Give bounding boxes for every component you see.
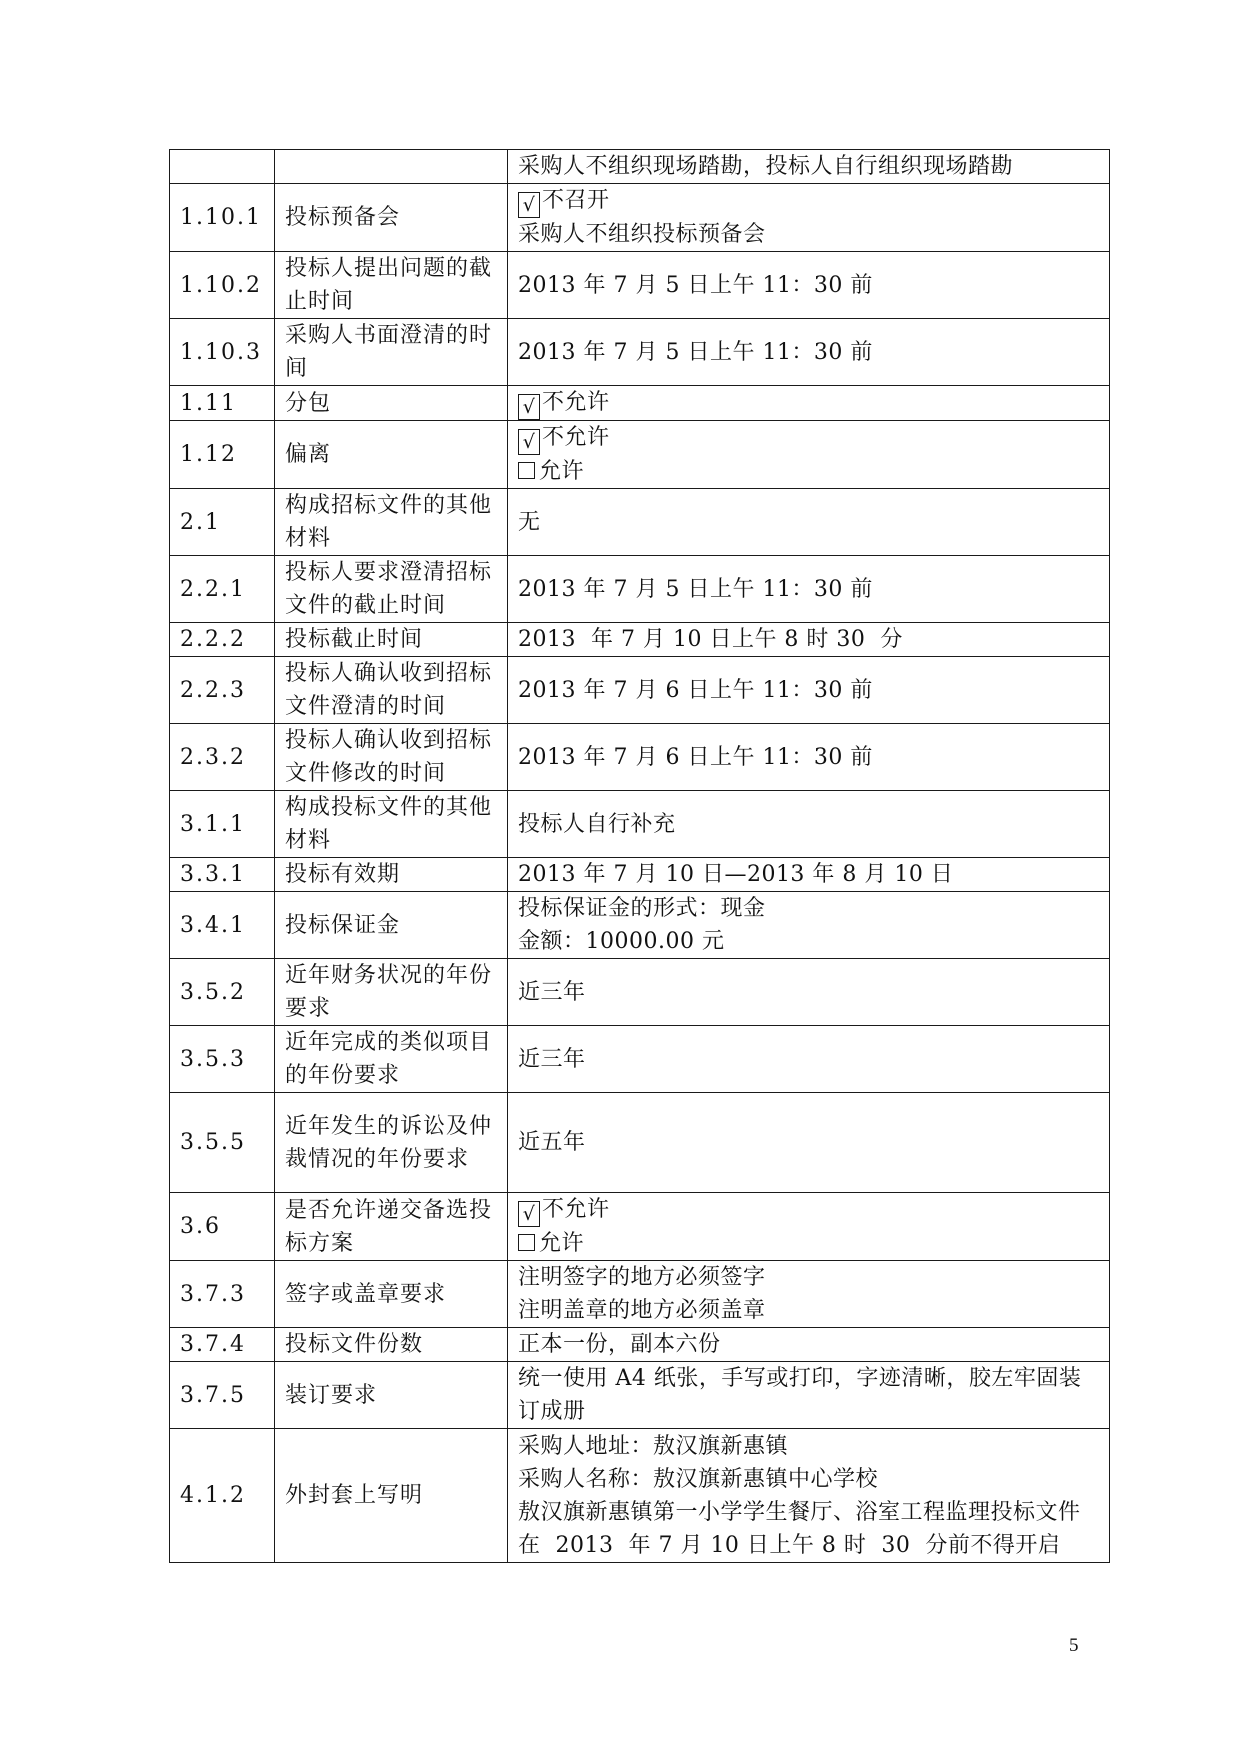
clause-item: 投标人提出问题的截止时间 [275, 252, 508, 319]
checked-option-label: 不召开 [542, 188, 610, 213]
clause-content [508, 1429, 1110, 1563]
clause-item: 近年财务状况的年份要求 [275, 959, 508, 1026]
page-number: 5 [1069, 1635, 1079, 1656]
checkbox-checked-icon: √ [518, 1201, 540, 1227]
table-row [170, 623, 1110, 657]
table-row [170, 1328, 1110, 1362]
table-row [170, 1193, 1110, 1261]
clause-content [508, 1193, 1110, 1261]
clause-content [508, 150, 1110, 184]
clause-item [275, 150, 508, 184]
content-line: 金额：10000.00 元 [518, 929, 725, 954]
content-line: 近三年 [518, 1046, 586, 1072]
clause-item: 构成招标文件的其他材料 [275, 489, 508, 556]
clause-number: 1.11 [170, 386, 275, 421]
clause-item: 投标人确认收到招标文件修改的时间 [275, 724, 508, 791]
table-row [170, 892, 1110, 959]
content-line: 2013 年 7 月 6 日上午 11：30 前 [518, 744, 873, 770]
table-row [170, 150, 1110, 184]
table-row [170, 184, 1110, 252]
clause-content [508, 858, 1110, 892]
clause-number: 3.5.5 [170, 1093, 275, 1193]
checkbox-checked-icon: √ [518, 394, 540, 420]
table-row [170, 858, 1110, 892]
content-line: 2013 年 7 月 5 日上午 11：30 前 [518, 576, 873, 602]
clause-number [170, 150, 275, 184]
content-line: 2013 年 7 月 10 日—2013 年 8 月 10 日 [518, 862, 954, 887]
clause-item: 投标保证金 [275, 892, 508, 959]
clause-number: 3.4.1 [170, 892, 275, 959]
content-line: 2013 年 7 月 5 日上午 11：30 前 [518, 339, 873, 365]
clause-content [508, 319, 1110, 386]
content-line: 无 [518, 509, 541, 535]
clause-item: 采购人书面澄清的时间 [275, 319, 508, 386]
clause-content [508, 1026, 1110, 1093]
clause-content [508, 1328, 1110, 1362]
clause-item: 构成投标文件的其他材料 [275, 791, 508, 858]
clause-item: 装订要求 [275, 1362, 508, 1429]
table-row [170, 489, 1110, 556]
clause-number: 3.7.5 [170, 1362, 275, 1429]
table-row [170, 1026, 1110, 1093]
clause-content [508, 556, 1110, 623]
table-row [170, 1093, 1110, 1193]
clause-item: 分包 [275, 386, 508, 421]
clause-content [508, 386, 1110, 421]
table-row [170, 556, 1110, 623]
clause-number: 4.1.2 [170, 1429, 275, 1563]
table-row [170, 1261, 1110, 1328]
unchecked-option-label: 允许 [539, 1231, 585, 1256]
checkbox-checked-icon: √ [518, 192, 540, 218]
clause-number: 3.6 [170, 1193, 275, 1261]
clause-item: 投标有效期 [275, 858, 508, 892]
content-line: 采购人地址：敖汉旗新惠镇 [518, 1433, 789, 1459]
checked-option-label: 不允许 [542, 1197, 610, 1222]
table-row [170, 386, 1110, 421]
clause-number: 1.10.3 [170, 319, 275, 386]
content-line: 统一使用 A4 纸张，手写或打印，字迹清晰，胶左牢固装订成册 [518, 1366, 1082, 1424]
clause-item: 投标人要求澄清招标文件的截止时间 [275, 556, 508, 623]
checked-option [518, 1193, 1099, 1227]
clause-content [508, 184, 1110, 252]
bid-data-table [169, 149, 1110, 1563]
table-row [170, 252, 1110, 319]
clause-item: 偏离 [275, 421, 508, 489]
clause-content [508, 252, 1110, 319]
content-line: 近三年 [518, 979, 586, 1005]
clause-item: 近年发生的诉讼及仲裁情况的年份要求 [275, 1093, 508, 1193]
content-line: 采购人名称：敖汉旗新惠镇中心学校 [518, 1466, 879, 1492]
clause-content [508, 421, 1110, 489]
clause-content [508, 1261, 1110, 1328]
clause-content [508, 657, 1110, 724]
clause-number: 1.10.1 [170, 184, 275, 252]
clause-number: 2.2.1 [170, 556, 275, 623]
checked-option-label: 不允许 [542, 425, 610, 450]
content-line: 投标人自行补充 [518, 811, 676, 837]
content-line: 采购人不组织现场踏勘，投标人自行组织现场踏勘 [518, 154, 1014, 179]
checkbox-empty-icon [518, 462, 535, 479]
table-row [170, 724, 1110, 791]
clause-item: 投标文件份数 [275, 1328, 508, 1362]
table-row [170, 1362, 1110, 1429]
clause-number: 3.3.1 [170, 858, 275, 892]
clause-number: 3.7.4 [170, 1328, 275, 1362]
clause-number: 1.10.2 [170, 252, 275, 319]
content-line: 2013 年 7 月 5 日上午 11：30 前 [518, 272, 873, 298]
content-line: 投标保证金的形式：现金 [518, 896, 766, 921]
clause-content [508, 892, 1110, 959]
table-row [170, 1429, 1110, 1563]
content-line: 2013 年 7 月 6 日上午 11：30 前 [518, 677, 873, 703]
clause-content [508, 791, 1110, 858]
content-line: 注明签字的地方必须签字 [518, 1265, 766, 1290]
clause-content [508, 1362, 1110, 1429]
unchecked-option [518, 1227, 1099, 1260]
clause-item: 投标人确认收到招标文件澄清的时间 [275, 657, 508, 724]
table-row [170, 319, 1110, 386]
clause-item: 近年完成的类似项目的年份要求 [275, 1026, 508, 1093]
checked-option [518, 184, 1099, 218]
content-line: 2013 年 7 月 10 日上午 8 时 30 分 [518, 627, 903, 652]
table-row [170, 791, 1110, 858]
clause-number: 2.2.2 [170, 623, 275, 657]
checked-option [518, 386, 1099, 420]
clause-number: 3.5.3 [170, 1026, 275, 1093]
clause-number: 3.7.3 [170, 1261, 275, 1328]
table-row [170, 959, 1110, 1026]
clause-content [508, 1093, 1110, 1193]
checkbox-empty-icon [518, 1234, 535, 1251]
checked-option [518, 421, 1099, 455]
clause-number: 1.12 [170, 421, 275, 489]
checkbox-checked-icon: √ [518, 429, 540, 455]
content-line: 敖汉旗新惠镇第一小学学生餐厅、浴室工程监理投标文件在 2013 年 7 月 10 日上午 8 时 30 分前不得开启 [518, 1499, 1081, 1558]
clause-number: 2.1 [170, 489, 275, 556]
clause-item: 签字或盖章要求 [275, 1261, 508, 1328]
clause-content [508, 623, 1110, 657]
clause-number: 2.3.2 [170, 724, 275, 791]
unchecked-option [518, 455, 1099, 488]
clause-item: 投标截止时间 [275, 623, 508, 657]
clause-content [508, 959, 1110, 1026]
checked-option-label: 不允许 [542, 390, 610, 415]
content-line: 注明盖章的地方必须盖章 [518, 1298, 766, 1323]
table-row [170, 657, 1110, 724]
clause-number: 3.5.2 [170, 959, 275, 1026]
table-row [170, 421, 1110, 489]
clause-content [508, 489, 1110, 556]
clause-number: 3.1.1 [170, 791, 275, 858]
document-page [169, 149, 1110, 1563]
clause-content [508, 724, 1110, 791]
clause-item: 外封套上写明 [275, 1429, 508, 1563]
unchecked-option-label: 允许 [539, 459, 585, 484]
content-line: 采购人不组织投标预备会 [518, 222, 766, 247]
clause-item: 是否允许递交备选投标方案 [275, 1193, 508, 1261]
clause-item: 投标预备会 [275, 184, 508, 252]
content-line: 正本一份，副本六份 [518, 1332, 721, 1357]
content-line: 近五年 [518, 1130, 586, 1155]
clause-number: 2.2.3 [170, 657, 275, 724]
